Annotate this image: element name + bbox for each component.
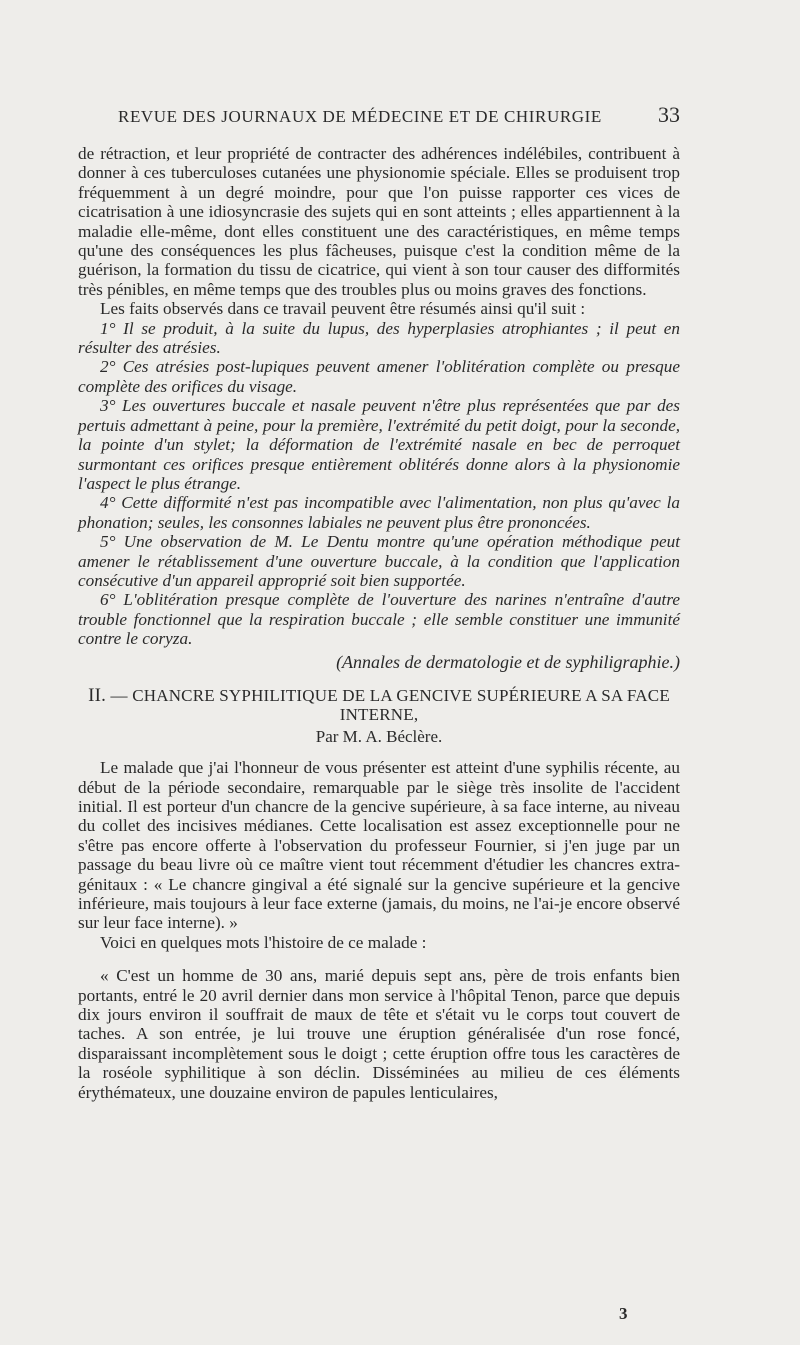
source-citation: (Annales de dermatologie et de syphiligraphie.) [336,651,680,672]
conclusion-item: 5° Une observation de M. Le Dentu montre qu'une opération méthodique peut amener le rétablissement d'une ouverture buccale, à la condition que l'application consécutive d'un appareil approprié soit bien supportée. [78,532,680,590]
paragraph: Les faits observés dans ce travail peuvent être résumés ainsi qu'il suit : [100,299,586,319]
section-numeral: II. [88,684,107,706]
conclusion-item: 4° Cette difformité n'est pas incompatible avec l'alimentation, non plus qu'avec la phonation; seules, les consonnes labiales ne peuvent plus être prononcées. [78,493,680,532]
paragraph: de rétraction, et leur propriété de contracter des adhérences indélébiles, contribuent à donner à ces tuberculoses cutanées une physionomie spéciale. Elles se produisent trop fréquemment à un degré moindre, pour que l'on puisse rapporter ces vices de cicatrisation à une idiosyncrasie des sujets qui en sont atteints ; elles appartiennent à la maladie elle-même, dont elles constituent une des caractéristiques, en même temps qu'une des conséquences les plus fâcheuses, puisque c'est la condition même de la guérison, la formation du tissu de cicatrice, qui vient à son tour causer des difformités très pénibles, en même temps que des troubles plus ou moins graves des fonctions. [78,144,680,299]
conclusion-item: 2° Ces atrésies post-lupiques peuvent amener l'oblitération complète ou presque complète des orifices du visage. [78,357,680,396]
conclusion-item: 1° Il se produit, à la suite du lupus, des hyperplasies atrophiantes ; il peut en résulter des atrésies. [78,318,680,358]
section-title: — CHANCRE SYPHILITIQUE DE LA GENCIVE SUPÉRIEURE A SA FACE INTERNE, [110,685,670,725]
body-text [78,144,680,1102]
signature-mark: 3 [619,1304,628,1323]
paragraph: Le malade que j'ai l'honneur de vous présenter est atteint d'une syphilis récente, au début de la période secondaire, remarquable par le siège très insolite de l'accident initial. Il est porteur d'un chancre de la gencive supérieure, à sa face interne, au niveau du collet des incisives médianes. Cette localisation est assez exceptionnelle pour ne s'être pas encore offerte à l'observation du professeur Fournier, si j'en juge par un passage du beau livre où ce maître vient tout récemment d'étudier les chancres extra-génitaux : « Le chancre gingival a été signalé sur la gencive supérieure et la gencive inférieure, mais toujours à leur face externe (jamais, du moins, ne l'ai-je encore observé sur leur face interne). » [78,758,680,933]
running-title: REVUE DES JOURNAUX DE MÉDECINE ET DE CHIRURGIE [118,107,602,126]
section-author: Par M. A. Béclère. [315,726,443,746]
section-heading [78,686,680,725]
paragraph: Voici en quelques mots l'histoire de ce malade : [100,932,427,952]
page-number: 33 [658,102,680,127]
paragraph: « C'est un homme de 30 ans, marié depuis sept ans, père de trois enfants bien portants, entré le 20 avril dernier dans mon service à l'hôpital Tenon, parce que depuis dix jours environ il souffrait de maux de tête et s'était vu le corps tout couvert de taches. A son entrée, je lui trouve une éruption généralisée d'un rose foncé, disparaissant incomplètement sous le doigt ; cette éruption offre tous les caractères de la roséole syphilitique à son déclin. Disséminées au milieu de ces éléments érythémateux, une douzaine environ de papules lenticulaires, [78,966,680,1102]
conclusion-item: 3° Les ouvertures buccale et nasale peuvent n'être plus représentées que par des pertuis admettant à peine, pour la première, l'extrémité du petit doigt, pour la seconde, la pointe d'un stylet; la déformation de l'extrémité nasale en bec de perroquet surmontant ces orifices presque entièrement oblitérés donne alors à la physionomie l'aspect le plus étrange. [78,396,680,493]
conclusion-item: 6° L'oblitération presque complète de l'ouverture des narines n'entraîne d'autre trouble fonctionnel que la respiration buccale ; elle semble constituer une immunité contre le coryza. [78,590,680,649]
running-header [118,102,680,128]
